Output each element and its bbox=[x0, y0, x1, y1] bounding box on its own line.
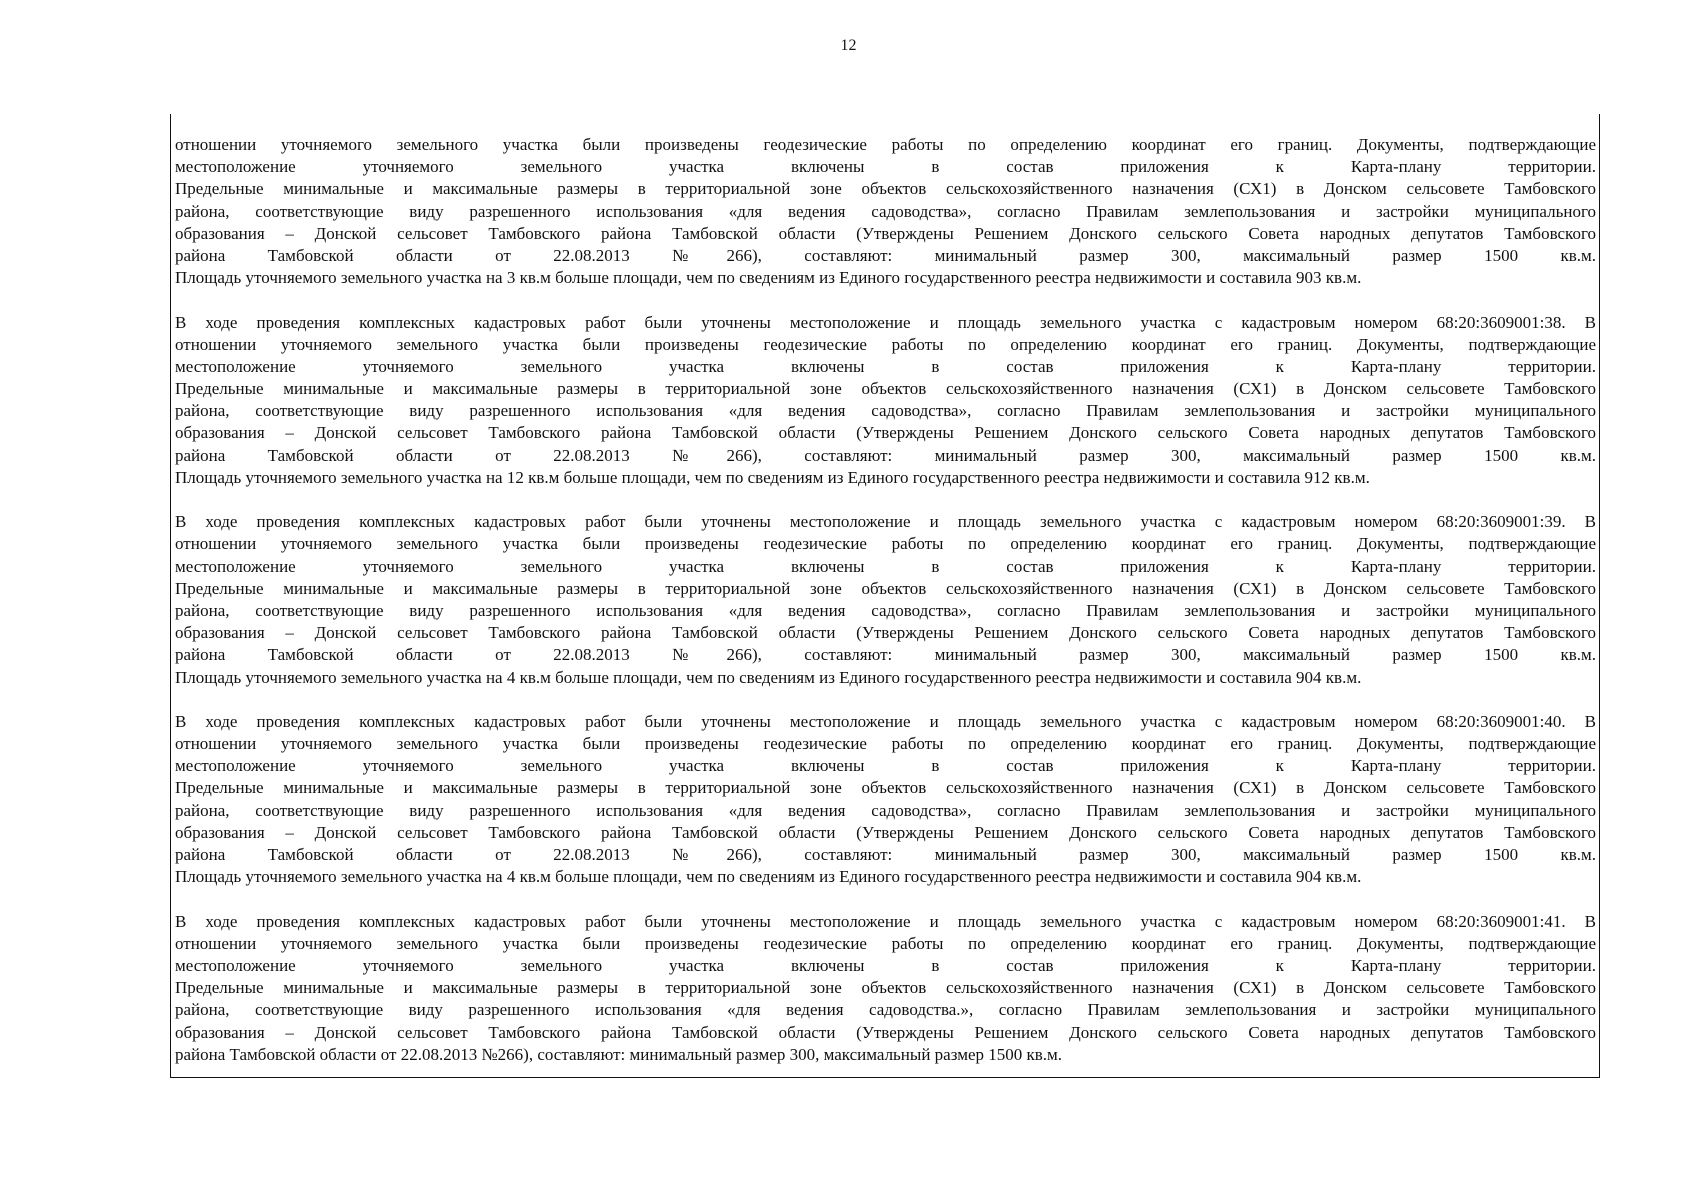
text-line: района Тамбовской области от 22.08.2013 №266), составляют: минимальный размер 300, максимальный размер 1500 кв.м. bbox=[175, 645, 1596, 665]
text-line: В ходе проведения комплексных кадастровых работ были уточнены местоположение и площадь земельного участка с кадастровым номером 68:20:3609001:39. В bbox=[175, 512, 1596, 532]
text-line: образования – Донской сельсовет Тамбовского района Тамбовской области (Утверждены Решением Донского сельского Совета народных депутатов Тамбовского bbox=[175, 423, 1596, 443]
text-line: отношении уточняемого земельного участка были произведены геодезические работы по определению координат его границ. Документы, подтверждающие bbox=[175, 734, 1596, 754]
text-line: отношении уточняемого земельного участка были произведены геодезические работы по определению координат его границ. Документы, подтверждающие bbox=[175, 135, 1596, 154]
text-line: района Тамбовской области от 22.08.2013 №266), составляют: минимальный размер 300, максимальный размер 1500 кв.м. bbox=[175, 845, 1596, 864]
text-line: района, соответствующие виду разрешенного использования «для ведения садоводства», согласно Правилам землепользования и застройки муниципального bbox=[175, 401, 1596, 421]
text-line: отношении уточняемого земельного участка были произведены геодезические работы по определению координат его границ. Документы, подтверждающие bbox=[175, 933, 1596, 953]
text-line: Площадь уточняемого земельного участка на 12 кв.м больше площади, чем по сведениям из Единого государственного реестра недвижимости и составила 912 кв.м. bbox=[175, 467, 1370, 487]
text-line: Предельные минимальные и максимальные размеры в территориальной зоне объектов сельскохозяйственного назначения (СХ1) в Донском сельсовете Тамбовского bbox=[175, 179, 1596, 199]
text-line: района, соответствующие виду разрешенного использования «для ведения садоводства», согласно Правилам землепользования и застройки муниципального bbox=[175, 800, 1596, 820]
text-line: Площадь уточняемого земельного участка на 3 кв.м больше площади, чем по сведениям из Единого государственного реестра недвижимости и составила 903 кв.м. bbox=[175, 268, 1362, 288]
text-line: образования – Донской сельсовет Тамбовского района Тамбовской области (Утверждены Решением Донского сельского Совета народных депутатов Тамбовского bbox=[175, 223, 1596, 243]
paragraph bbox=[175, 911, 1596, 1066]
text-line: образования – Донской сельсовет Тамбовского района Тамбовской области (Утверждены Решением Донского сельского Совета народных депутатов Тамбовского bbox=[175, 623, 1596, 643]
page-number: 12 bbox=[840, 37, 857, 54]
text-line: Предельные минимальные и максимальные размеры в территориальной зоне объектов сельскохозяйственного назначения (СХ1) в Донском сельсовете Тамбовского bbox=[175, 778, 1596, 798]
text-line: района, соответствующие виду разрешенного использования «для ведения садоводства», согласно Правилам землепользования и застройки муниципального bbox=[175, 600, 1596, 620]
paragraph bbox=[175, 312, 1596, 490]
text-line: отношении уточняемого земельного участка были произведены геодезические работы по определению координат его границ. Документы, подтверждающие bbox=[175, 334, 1596, 354]
text-line: Площадь уточняемого земельного участка на 4 кв.м больше площади, чем по сведениям из Единого государственного реестра недвижимости и составила 904 кв.м. bbox=[175, 867, 1362, 887]
text-line: местоположение уточняемого земельного участка включены в состав приложения к Карта-плану территории. bbox=[175, 756, 1596, 776]
paragraph bbox=[175, 711, 1596, 889]
paragraph bbox=[175, 511, 1596, 689]
text-line: Площадь уточняемого земельного участка на 4 кв.м больше площади, чем по сведениям из Единого государственного реестра недвижимости и составила 904 кв.м. bbox=[175, 667, 1362, 687]
text-line: В ходе проведения комплексных кадастровых работ были уточнены местоположение и площадь земельного участка с кадастровым номером 68:20:3609001:38. В bbox=[175, 312, 1596, 332]
paragraph bbox=[175, 134, 1596, 289]
text-line: района Тамбовской области от 22.08.2013 №266), составляют: минимальный размер 300, максимальный размер 1500 кв.м. bbox=[175, 1044, 1063, 1064]
text-line: Предельные минимальные и максимальные размеры в территориальной зоне объектов сельскохозяйственного назначения (СХ1) в Донском сельсовете Тамбовского bbox=[175, 978, 1596, 998]
text-line: В ходе проведения комплексных кадастровых работ были уточнены местоположение и площадь земельного участка с кадастровым номером 68:20:3609001:40. В bbox=[175, 711, 1596, 731]
text-line: отношении уточняемого земельного участка были произведены геодезические работы по определению координат его границ. Документы, подтверждающие bbox=[175, 534, 1596, 554]
text-line: района, соответствующие виду разрешенного использования «для ведения садоводства.», согласно Правилам землепользования и застройки муниципального bbox=[175, 1000, 1596, 1020]
text-line: Предельные минимальные и максимальные размеры в территориальной зоне объектов сельскохозяйственного назначения (СХ1) в Донском сельсовете Тамбовского bbox=[175, 379, 1596, 399]
text-line: местоположение уточняемого земельного участка включены в состав приложения к Карта-плану территории. bbox=[175, 556, 1596, 576]
text-line: Предельные минимальные и максимальные размеры в территориальной зоне объектов сельскохозяйственного назначения (СХ1) в Донском сельсовете Тамбовского bbox=[175, 578, 1596, 598]
text-line: образования – Донской сельсовет Тамбовского района Тамбовской области (Утверждены Решением Донского сельского Совета народных депутатов Тамбовского bbox=[175, 1022, 1596, 1042]
text-line: района, соответствующие виду разрешенного использования «для ведения садоводства», согласно Правилам землепользования и застройки муниципального bbox=[175, 201, 1596, 221]
text-line: местоположение уточняемого земельного участка включены в состав приложения к Карта-плану территории. bbox=[175, 356, 1596, 376]
text-line: местоположение уточняемого земельного участка включены в состав приложения к Карта-плану территории. bbox=[175, 157, 1596, 177]
text-line: В ходе проведения комплексных кадастровых работ были уточнены местоположение и площадь земельного участка с кадастровым номером 68:20:3609001:41. В bbox=[175, 911, 1596, 931]
text-line: района Тамбовской области от 22.08.2013 №266), составляют: минимальный размер 300, максимальный размер 1500 кв.м. bbox=[175, 445, 1596, 465]
document-body bbox=[175, 134, 1596, 1088]
text-line: местоположение уточняемого земельного участка включены в состав приложения к Карта-плану территории. bbox=[175, 955, 1596, 975]
text-line: района Тамбовской области от 22.08.2013 №266), составляют: минимальный размер 300, максимальный размер 1500 кв.м. bbox=[175, 245, 1596, 265]
text-line: образования – Донской сельсовет Тамбовского района Тамбовской области (Утверждены Решением Донского сельского Совета народных депутатов Тамбовского bbox=[175, 822, 1596, 842]
